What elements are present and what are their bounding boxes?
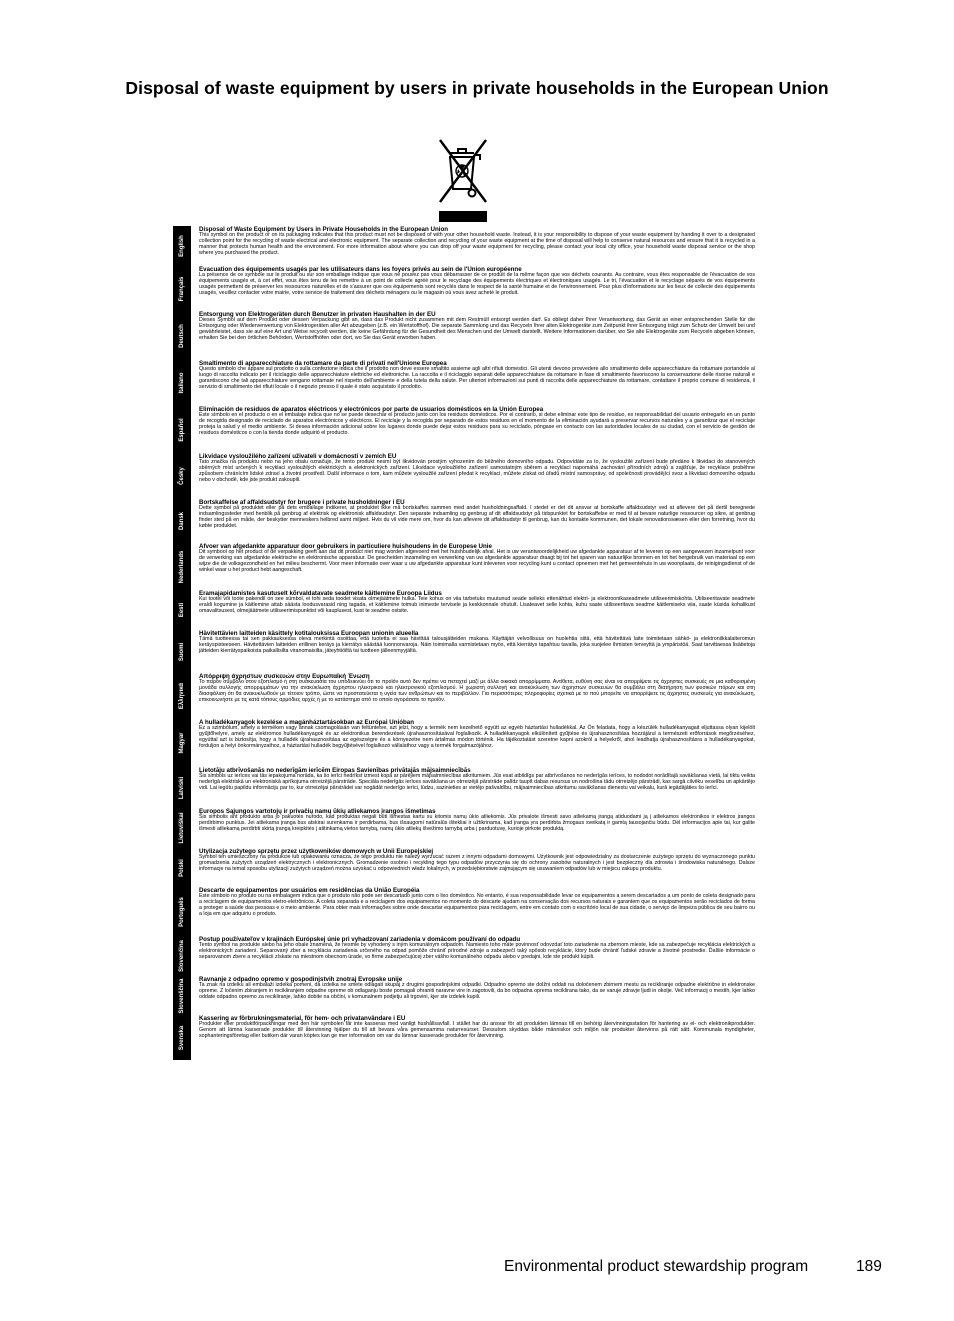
section-heading: Postup používateľov v krajinách Európskej únie pri vyhadzovaní zariadenia v domácom používaní do odpadu: [199, 936, 521, 943]
language-tab: [173, 226, 191, 266]
language-tab-label: Slovenčina: [179, 940, 185, 972]
language-section: [199, 808, 755, 848]
section-body: Tato značka na produktu nebo na jeho obalu označuje, že tento produkt nesmí být likvidován prostým vyhozením do běžného domovního odpadu. Odpovídáte za to, že vysloužilé zařízení bude předáno k likvidaci do stanovených sběrných míst určených k recyklaci vysloužilých elektrických a elektronických zařízení. Likvidace vysloužilého zařízení samostatným sběrem a recyklací napomáhá zachování přírodních zdrojů a zajišťuje, že recyklace proběhne způsobem chránícím lidské zdraví a životní prostředí. Další informace o tom, kam můžete vysloužilé zařízení předat k recyklaci, můžete získat od úřadů místní samosprávy, od společnosti provádějící svoz a likvidaci domovního odpadu nebo v obchodě, kde jste produkt zakoupili.: [199, 459, 755, 484]
section-body: This symbol on the product or on its packaging indicates that this product must not be disposed of with your other household waste. Instead, it is your responsibility to dispose of your waste equipment by handing it over to a designated collection point for the recycling of waste electrical and electronic equipment. The separate collection and recycling of your waste equipment at the time of disposal will help to conserve natural resources and ensure that it is recycled in a manner that protects human health and the environment. For more information about where you can drop off your waste equipment for recycling, please contact your local city office, your household waste disposal service or the shop where you purchased the product.: [199, 232, 755, 257]
language-tab-label: Slovenščina: [179, 977, 185, 1014]
language-section: [199, 1015, 755, 1060]
page-title: Disposal of waste equipment by users in private households in the European Union: [125, 78, 829, 98]
section-body: Το παρόν σύμβολο στον εξοπλισμό ή στη συσκευασία του υποδεικνύει ότι το προϊόν αυτό δεν πρέπει να πεταχτεί μαζί με άλλα οικιακά απορρίμματα. Αντίθετα, ευθύνη σας είναι να απορρίψετε τις άχρηστες συσκευές σε μια καθορισμένη μονάδα συλλογής απορριμμάτων για την ανακύκλωση άχρηστου ηλεκτρικού και ηλεκτρονικού εξοπλισμού. Η χωριστή συλλογή και ανακύκλωση των άχρηστων συσκευών θα συμβάλει στη διατήρηση των φυσικών πόρων και στη διασφάλιση ότι θα ανακυκλωθούν με τέτοιον τρόπο, ώστε να προστατεύεται η υγεία των ανθρώπων και το περιβάλλον. Για περισσότερες πληροφορίες σχετικά με το πού μπορείτε να απορρίψετε τις άχρηστες συσκευές για ανακύκλωση, επικοινωνήστε με τις κατά τόπους αρμόδιες αρχές ή με το κατάστημα από το οποίο αγοράσατε το προϊόν.: [199, 679, 755, 704]
language-tab: [173, 848, 191, 887]
section-body: Ez a szimbólum, amely a terméken vagy annak csomagolásán van feltüntetve, azt jelzi, hogy a termék nem kezelhető együtt az egyéb háztartási hulladékkal. Az Ön feladata, hogy a készülék hulladékanyagait eljuttassa olyan kijelölt gyűjtőhelyre, amely az elektromos hulladékanyagok és az elektronikus berendezések újrahasznosításával foglalkozik. A hulladékanyagok elkülönített gyűjtése és újrahasznosítása hozzájárul a természeti erőforrások megőrzéséhez, egyúttal azt is biztosítja, hogy a hulladék újrahasznosítása az egészségre és a környezetre nem ártalmas módon történik. Ha tájékoztatást szeretne kapni azokról a helyekről, ahol leadhatja újrahasznosításra a hulladékanyagokat, forduljon a helyi önkormányzathoz, a háztartási hulladék begyűjtésével foglalkozó vállalathoz vagy a termék forgalmazójához.: [199, 725, 755, 750]
language-section: [199, 936, 755, 976]
language-tab-label: Česky: [179, 467, 185, 485]
language-tab: [173, 673, 191, 719]
language-tab: [173, 360, 191, 406]
section-heading: Utylizacja zużytego sprzętu przez użytkowników domowych w Unii Europejskiej: [199, 848, 434, 855]
language-section: [199, 976, 755, 1015]
section-body: Tämä tuotteessa tai sen pakkauksessa oleva merkintä osoittaa, että tuotetta ei saa hävittää talousjätteiden mukana. Käyttäjän velvollisuus on huolehtia siitä, että hävitettävä laite toimitetaan sähkö- ja elektroniikkalaiteromun keräyspisteeseen. Hävitettävien laitteiden erillinen keräys ja kierrätys säästää luonnonvaroja. Näin toimimalla varmistetaan myös, että kierrätys tapahtuu tavalla, joka suojelee ihmisten terveyttä ja ympäristöä. Saat tarvittaessa lisätietoja jätteiden kierrätyspaikoista paikallisilta viranomaisilta, jäteyhtiöiltä tai tuotteen jälleenmyyjältä.: [199, 636, 755, 655]
section-body: Dit symbool op het product of de verpakking geeft aan dat dit product niet mag worden afgevoerd met het huishoudelijk afval. Het is uw verantwoordelijkheid uw afgedankte apparatuur af te leveren op een aangewezen inzamelpunt voor de verwerking van afgedankte elektrische en elektronische apparatuur. De gescheiden inzameling en verwerking van uw afgedankte apparatuur draagt bij tot het sparen van natuurlijke bronnen en tot het hergebruik van materiaal op een wijze die de volksgezondheid en het milieu beschermt. Voor meer informatie over waar u uw afgedankte apparatuur kunt inleveren voor recycling kunt u contact opnemen met het gemeentehuis in uw woonplaats, de reinigingsdienst of de winkel waar u het product hebt aangeschaft.: [199, 549, 755, 574]
section-body: Este símbolo no produto ou na embalagem indica que o produto não pode ser descartado junto com o lixo doméstico. No entanto, é sua responsabilidade levar os equipamentos a serem descartados a um ponto de coleta designado para a reciclagem de equipamentos eletro-eletrônicos. A coleta separada e a reciclagem dos equipamentos no momento do descarte ajudam na conservação dos recursos naturais e garantem que os equipamentos serão reciclados de forma a proteger a saúde das pessoas e o meio ambiente. Para obter mais informações sobre onde descartar equipamentos para reciclagem, entre em contato com o escritório local de sua cidade, o serviço de limpeza pública de seu bairro ou a loja em que adquiriu o produto.: [199, 893, 755, 918]
section-heading: Likvidace vysloužilého zařízení uživateli v domácnosti v zemích EU: [199, 453, 397, 460]
language-section: [199, 673, 755, 719]
language-tab: [173, 590, 191, 630]
section-heading: Évacuation des équipements usagés par les utilisateurs dans les foyers privés au sein de l'Union européenne: [199, 266, 522, 273]
language-tab: [173, 1015, 191, 1060]
language-section: [199, 848, 755, 887]
language-tab: [173, 808, 191, 848]
language-tab: [173, 453, 191, 499]
section-heading: Descarte de equipamentos por usuários em residências da União Européia: [199, 887, 420, 894]
language-tab: [173, 887, 191, 936]
language-tab: [173, 976, 191, 1015]
language-tab-label: Deutsch: [179, 323, 185, 348]
section-body: Dette symbol på produktet eller på dets emballage indikerer, at produktet ikke må bortskaffes sammen med andet husholdningsaffald. I stedet er det dit ansvar at bortskaffe affaldsudstyr ved at aflevere det på dertil beregnede indsamlingssteder med henblik på genbrug af elektrisk og elektronisk affaldsudstyr. Den separate indsamling og genbrug af dit affaldsudstyr på tidspunktet for bortskaffelse er med til at bevare naturlige ressourcer og sikre, at genbrug finder sted på en måde, der beskytter menneskers helbred samt miljøet. Hvis du vil vide mere om, hvor du kan aflevere dit affaldsudstyr til genbrug, kan du kontakte kommunen, det lokale renovationsvæsen eller den forretning, hvor du købte produktet.: [199, 505, 755, 530]
language-tab: [173, 936, 191, 976]
language-tab: [173, 719, 191, 767]
language-section: [199, 266, 755, 311]
section-body: Symbol ten umieszczony na produkcie lub opakowaniu oznacza, że tego produktu nie należy wyrzucać razem z innymi odpadami domowymi. Użytkownik jest odpowiedzialny za dostarczenie zużytego sprzętu do wyznaczonego punktu gromadzenia zużytych urządzeń elektrycznych i elektronicznych. Gromadzenie osobno i recykling tego typu odpadów przyczynia się do ochrony zasobów naturalnych i jest bezpieczny dla zdrowia i środowiska naturalnego. Dalsze informacje na temat sposobu utylizacji zużytych urządzeń można uzyskać u odpowiednich władz lokalnych, w przedsiębiorstwie zajmującym się usuwaniem odpadów lub w miejscu zakupu produktu.: [199, 854, 755, 873]
section-body: Este símbolo en el producto o en el embalaje indica que no se puede desechar el producto junto con los residuos domésticos. Por el contrario, si debe eliminar este tipo de residuo, es responsabilidad del usuario entregarlo en un punto de recogida designado de reciclado de aparatos electrónicos y eléctricos. El reciclaje y la recogida por separado de estos residuos en el momento de la eliminación ayudará a preservar recursos naturales y a garantizar que el reciclaje proteja la salud y el medio ambiente. Si desea información adicional sobre los lugares donde puede dejar estos residuos para su reciclado, póngase en contacto con las autoridades locales de su ciudad, con el servicio de gestión de residuos domésticos o con la tienda donde adquirió el producto.: [199, 412, 755, 437]
section-heading: Afvoer van afgedankte apparatuur door gebruikers in particuliere huishoudens in de Europese Unie: [199, 543, 492, 550]
language-section: [199, 453, 755, 499]
language-section: [199, 499, 755, 543]
crossed-out-wheelie-bin-icon: [436, 134, 490, 224]
section-heading: A hulladékanyagok kezelése a magánháztartásokban az Európai Unióban: [199, 719, 415, 726]
language-tab-label: Português: [179, 896, 185, 927]
section-body: Produkter eller produktförpackningar med den här symbolen får inte kasseras med vanligt hushållsavfall. I stället har du ansvar för att produkten lämnas till en behörig återvinningsstation för hantering av el- och elektronikprodukter. Genom att lämna kasserade produkter till återvinning hjälper du till att bevara våra gemensamma naturresurser. Dessutom skyddas både människor och miljön när produkter återvinns på rätt sätt. Kommunala myndigheter, sophanteringsföretag eller butiken där varan köptes kan ge mer information om var du lämnar kasserade produkter för återvinning.: [199, 1021, 755, 1040]
language-section: [199, 226, 755, 266]
language-tab: [173, 630, 191, 673]
section-heading: Entsorgung von Elektrogeräten durch Benutzer in privaten Haushalten in der EU: [199, 311, 436, 318]
section-body: Šis simbolis ant produkto arba jo pakuotės nurodo, kad produktas negali būti išmestas kartu su kitomis namų ūkio atliekomis. Jūs privalote išmesti savo atliekamą įrangą atiduodami ją į atliekamos elektronikos ir elektros įrangos perdirbimo punktus. Jei atliekama įranga bus atskirai surenkama ir perdirbama, bus išsaugomi natūralūs ištekliai ir užtikrinama, kad įranga yra perdirbta žmogaus sveikatą ir gamtą tausojančiu būdu. Dėl informacijos apie tai, kur galite išmesti atliekamą perdirbti skirtą įrangą kreipkitės į atitinkamą vietos tarnybą, namų ūkio atliekų išvežimo tarnybą arba į parduotuvę, kurioje pirkote produktą.: [199, 814, 755, 833]
section-body: Kui tootel või toote pakendil on see sümbol, ei tohi seda toodet visata olmejäätmete hulka. Teie kohus on viia tarbetuks muutunud seade selleks ettenähtud elektri- ja elektroonikaseadmete utiliseerimiskohta. Utiliseeritavate seadmete eraldi kogumine ja käitlemine aitab säästa loodusvarasid ning tagada, et käitlemine toimub inimeste tervisele ja keskkonnale ohutult. Lisateavet selle kohta, kuhu saate utiliseeritava seadme käitlemiseks viia, saate küsida kohalikust omavalitsusest, olmejäätmete utiliseerimispunktist või kauplusest, kust te seadme ostsite.: [199, 596, 755, 615]
section-heading: Europos Sąjungos vartotojų ir privačių namų ūkių atliekamos įrangos išmetimas: [199, 808, 436, 815]
language-tab-label: Latviski: [179, 776, 185, 799]
section-body: Šis simbols uz ierīces vai tās iepakojuma norāda, ka šo ierīci nedrīkst izmest kopā ar pārējiem mājsaimniecības atkritumiem. Jūs esat atbildīgs par atbrīvošanos no nederīgās ierīces, to nododot norādītajā savākšanas vietā, lai tiktu veikta nederīgā elektriskā un elektroniskā aprīkojuma otrreizējā pārstrāde. Speciāla nederīgās ierīces savākšana un otrreizējā pārstrāde palīdz taupīt dabas resursus un nodrošina tādu otrreizējo pārstrādi, kas sargā cilvēku veselību un apkārtējo vidi. Lai iegūtu papildu informāciju par to, kur otrreizējai pārstrādei var nogādāt nederīgo ierīci, lūdzu, sazinieties ar vietējo pašvaldību, mājsaimniecības atkritumu savākšanas dienestu vai veikalu, kurā iegādājāties šo ierīci.: [199, 773, 755, 792]
language-tab: [173, 266, 191, 311]
section-heading: Eliminación de residuos de aparatos eléctricos y electrónicos por parte de usuarios domésticos en la Unión Europea: [199, 406, 544, 413]
language-section: [199, 719, 755, 767]
section-heading: Disposal of Waste Equipment by Users in Private Households in the European Union: [199, 226, 449, 233]
language-section: [199, 590, 755, 630]
section-heading: Ravnanje z odpadno opremo v gospodinjstvih znotraj Evropske unije: [199, 976, 403, 983]
section-heading: Kassering av förbrukningsmaterial, för hem- och privatanvändare i EU: [199, 1015, 406, 1022]
language-tab-label: Español: [179, 417, 185, 442]
language-section: [199, 630, 755, 673]
section-heading: Bortskaffelse af affaldsudstyr for brugere i private husholdninger i EU: [199, 499, 405, 506]
section-body: Dieses Symbol auf dem Produkt oder dessen Verpackung gibt an, dass das Produkt nicht zusammen mit dem Restmüll entsorgt werden darf. Es obliegt daher Ihrer Verantwortung, das Gerät an einer entsprechenden Stelle für die Entsorgung oder Wiederverwertung von Elektrogeräten aller Art abzugeben (z.B. ein Wertstoffhof). Die separate Sammlung und das Recyceln Ihrer alten Elektrogeräte zum Zeitpunkt ihrer Entsorgung trägt zum Schutz der Umwelt bei und gewährleistet, dass sie auf eine Art und Weise recycelt werden, die keine Gefährdung für die Gesundheit des Menschen und der Umwelt darstellt. Weitere Informationen darüber, wo Sie alte Elektrogeräte zum Recyceln abgeben können, erhalten Sie bei den örtlichen Behörden, Wertstoffhöfen oder dort, wo Sie das Gerät erworben haben.: [199, 317, 755, 342]
footer-section-title: Environmental product stewardship program: [504, 1258, 809, 1275]
language-tab: [173, 767, 191, 808]
language-section: [199, 311, 755, 360]
language-section: [199, 360, 755, 406]
section-heading: Hävitettävien laitteiden käsittely kotitalouksissa Euroopan unionin alueella: [199, 630, 419, 637]
page-number: 189: [856, 1258, 882, 1275]
section-heading: Smaltimento di apparecchiature da rottamare da parte di privati nell'Unione Europea: [199, 360, 447, 367]
section-heading: Lietotāju atbrīvošanās no nederīgām ierīcēm Eiropas Savienības privātajās mājsaimniecībās: [199, 767, 471, 774]
language-section: [199, 406, 755, 453]
language-tab-label: Ελληνικά: [179, 682, 185, 710]
language-tab-label: Italiano: [179, 372, 185, 394]
section-body: Questo simbolo che appare sul prodotto o sulla confezione indica che il prodotto non deve essere smaltito assieme agli altri rifiuti domestici. Gli utenti devono provvedere allo smaltimento delle apparecchiature da rottamare portandole al luogo di raccolta indicato per il riciclaggio delle apparecchiature elettriche ed elettroniche. La raccolta e il riciclaggio separati delle apparecchiature da rottamare in fase di smaltimento favoriscono la conservazione delle risorse naturali e garantiscono che tali apparecchiature vengano rottamate nel rispetto dell'ambiente e della tutela della salute. Per ulteriori informazioni sui punti di raccolta delle apparecchiature da rottamare, contattare il proprio comune di residenza, il servizio di smaltimento dei rifiuti locale o il negozio presso il quale è stato acquistato il prodotto.: [199, 366, 755, 391]
section-heading: Eramajapidamistes kasutuselt kõrvaldatavate seadmete käitlemine Euroopa Liidus: [199, 590, 442, 597]
section-body: Tento symbol na produkte alebo na jeho obale znamená, že nesmie by vyhodený s iným komunálnym odpadom. Namiesto toho máte povinnosť odovzdať toto zariadenie na zbernom mieste, kde sa zabezpečuje recyklácia elektrických a elektronických zariadení. Separovaný zber a recyklácia zariadenia určeného na odpad pomôže chrániť prírodné zdroje a zabezpečí taký spôsob recyklácie, ktorý bude chrániť ľudské zdravie a životné prostredie. Ďalšie informácie o separovanom zbere a recyklácii získate na miestnom obecnom úrade, vo firme zabezpečujúcej zber vášho komunálneho odpadu alebo v predajni, kde ste produkt kúpili.: [199, 942, 755, 961]
language-tab: [173, 543, 191, 590]
language-section: [199, 887, 755, 936]
language-tab-label: English: [179, 235, 185, 257]
language-tab-label: Français: [179, 276, 185, 301]
language-tab-label: Dansk: [179, 511, 185, 531]
language-section: [199, 767, 755, 808]
language-tab-label: Eesti: [179, 602, 185, 618]
section-heading: Απόρριψη άχρηστων συσκευών στην Ευρωπαϊκή Ένωση: [199, 673, 370, 680]
section-body: La présence de ce symbole sur le produit ou sur son emballage indique que vous ne pouvez pas vous débarrasser de ce produit de la même façon que vos déchets courants. Au contraire, vous êtes responsable de l'évacuation de vos équipements usagés et, à cet effet, vous êtes tenu de les remettre à un point de collecte agréé pour le recyclage des équipements électriques et électroniques usagés. Le tri, l'évacuation et le recyclage séparés de vos équipements usagés permettent de préserver les ressources naturelles et de s'assurer que ces équipements sont recyclés dans le respect de la santé humaine et de l'environnement. Pour plus d'informations sur les lieux de collecte des équipements usagés, veuillez contacter votre mairie, votre service de traitement des déchets ménagers ou le magasin où vous avez acheté le produit.: [199, 272, 755, 297]
language-tab-label: Nederlands: [179, 550, 185, 583]
language-tab-label: Svenska: [179, 1025, 185, 1050]
language-tab-label: Suomi: [179, 642, 185, 661]
language-tab: [173, 406, 191, 453]
language-tab-label: Magyar: [179, 732, 185, 754]
language-tab-label: Lietuviškai: [179, 812, 185, 844]
language-tab: [173, 311, 191, 360]
language-section: [199, 543, 755, 590]
language-tab: [173, 499, 191, 543]
section-body: Ta znak na izdelku ali embalaži izdelka pomeni, da izdelka ne smete odlagati skupaj z drugimi gospodinjskimi odpadki. Odpadno opremo ste dolžni oddati na določenem zbirnem mestu za recikliranje odpadne električne in elektronske opreme. Z ločenim zbiranjem in recikliranjem odpadne opreme ob odlaganju boste pomagali ohraniti naravne vire in zagotovili, da bo odpadna oprema reciklirana tako, da se varuje zdravje ljudi in okolje. Več informacij o mestih, kjer lahko oddate odpadno opremo za recikliranje, lahko dobite na občini, v komunalnem podjetju ali trgovini, kjer ste izdelek kupili.: [199, 982, 755, 1001]
language-tab-label: Polski: [179, 858, 185, 877]
